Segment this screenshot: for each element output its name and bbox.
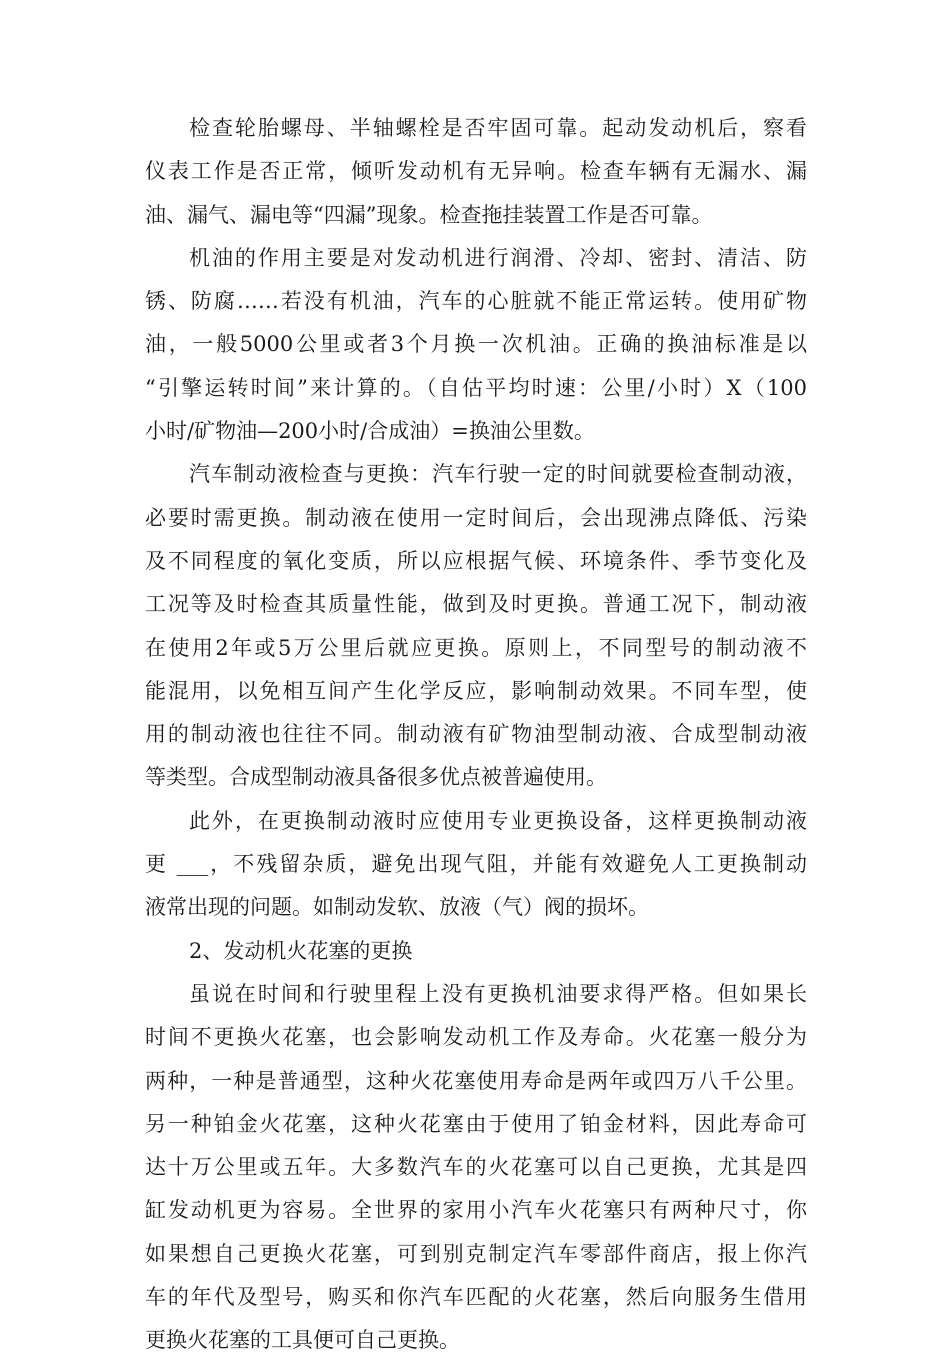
text-line: 两种，一种是普通型，这种火花塞使用寿命是两年或四万八千公里。 [145,1068,807,1093]
text-line: 检查轮胎螺母、半轴螺栓是否牢固可靠。起动发动机后，察看 [189,116,807,140]
section-heading: 2、发动机火花塞的更换 [189,938,413,963]
text-line: 时间不更换火花塞，也会影响发动机工作及寿命。火花塞一般分为 [145,1025,807,1050]
text-line: “引擎运转时间”来计算的。（自估平均时速：公里/小时）X（100 [145,375,807,400]
text-line: 液常出现的问题。如制动发软、放液（气）阀的损坏。 [145,895,649,920]
text-line: 此外，在更换制动液时应使用专业更换设备，这样更换制动液 [189,808,807,833]
text-line: 如果想自己更换火花塞，可到别克制定汽车零部件商店，报上你汽 [145,1241,807,1266]
text-line: 在使用2年或5万公里后就应更换。原则上，不同型号的制动液不 [145,635,807,660]
text-line: 能混用，以免相互间产生化学反应，影响制动效果。不同车型，使 [145,678,807,703]
text-line: 车的年代及型号，购买和你汽车匹配的火花塞，然后向服务生借用 [145,1285,807,1310]
document-page [145,107,807,1363]
text-line: 等类型。合成型制动液具备很多优点被普遍使用。 [145,765,607,790]
text-line: 汽车制动液检查与更换：汽车行驶一定的时间就要检查制动液， [189,462,807,487]
text-line: 油、漏气、漏电等“四漏”现象。检查拖挂装置工作是否可靠。 [145,202,713,227]
text-line: 达十万公里或五年。大多数汽车的火花塞可以自己更换，尤其是四 [145,1155,807,1180]
text-line: 更 ___，不残留杂质，避免出现气阻，并能有效避免人工更换制动 [145,852,807,877]
text-line: 虽说在时间和行驶里程上没有更换机油要求得严格。但如果长 [189,981,807,1006]
text-line: 必要时需更换。制动液在使用一定时间后，会出现沸点降低、污染 [145,505,807,530]
text-line: 工况等及时检查其质量性能，做到及时更换。普通工况下，制动液 [145,592,807,617]
text-line: 另一种铂金火花塞，这种火花塞由于使用了铂金材料，因此寿命可 [145,1111,807,1136]
text-line: 锈、防腐……若没有机油，汽车的心脏就不能正常运转。使用矿物 [145,289,807,314]
text-line: 油，一般5000公里或者3个月换一次机油。正确的换油标准是以 [145,332,807,357]
text-line: 仪表工作是否正常，倾听发动机有无异响。检查车辆有无漏水、漏 [145,159,807,184]
text-line: 用的制动液也往往不同。制动液有矿物油型制动液、合成型制动液 [145,722,807,747]
text-line: 机油的作用主要是对发动机进行润滑、冷却、密封、清洁、防 [189,245,807,270]
text-line: 及不同程度的氧化变质，所以应根据气候、环境条件、季节变化及 [145,548,807,573]
text-line: 更换火花塞的工具便可自己更换。 [145,1328,460,1353]
text-line: 缸发动机更为容易。全世界的家用小汽车火花塞只有两种尺寸，你 [145,1198,807,1223]
text-line: 小时/矿物油—200小时/合成油）=换油公里数。 [145,419,595,444]
